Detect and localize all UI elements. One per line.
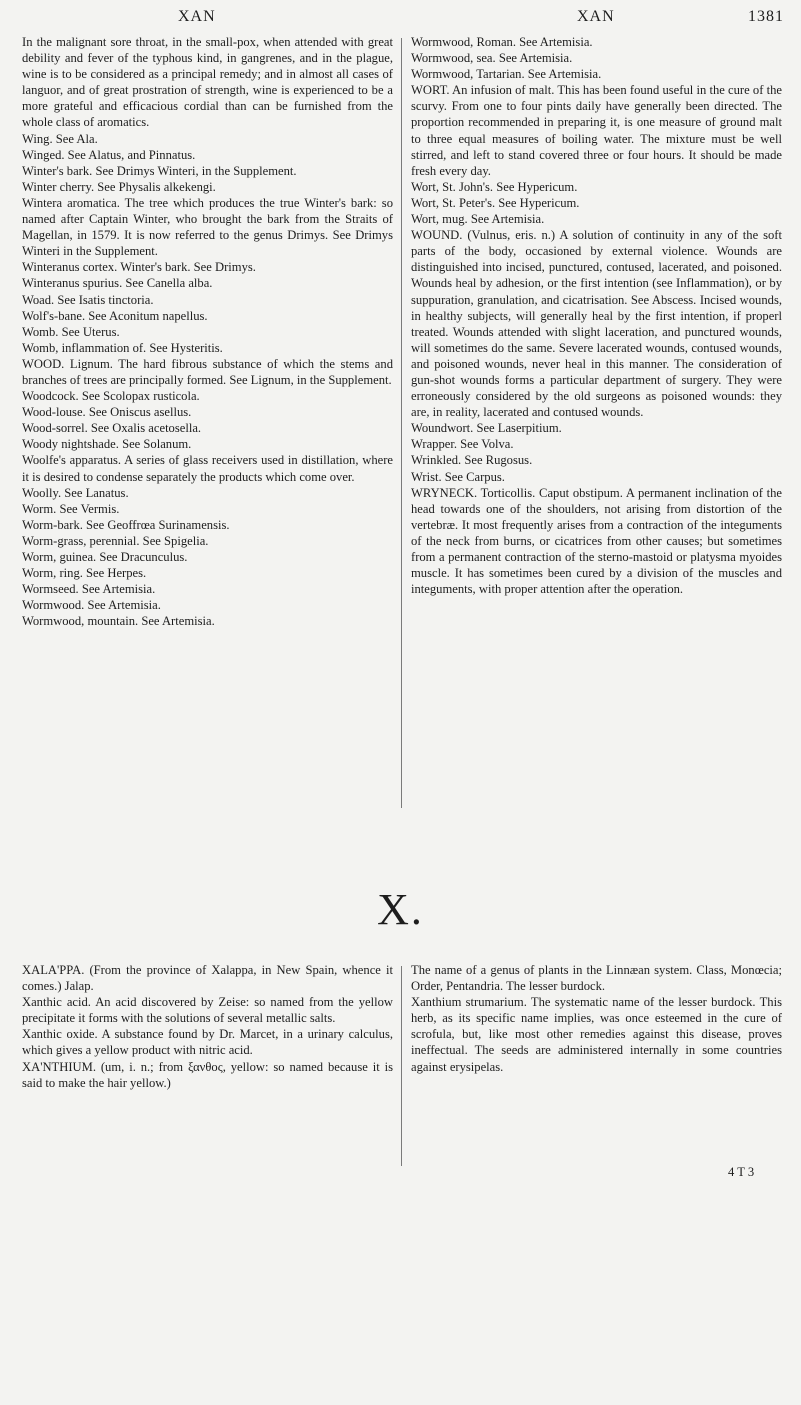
entry: Wood-sorrel. See Oxalis acetosella. bbox=[22, 421, 202, 436]
entry: XALA'PPA. (From the province of Xalappa, in New Spain, whence it comes.) Jalap. bbox=[22, 963, 393, 994]
entry: Winter's bark. See Drimys Winteri, in the Supplement. bbox=[22, 163, 297, 178]
entry: Woolly. See Lanatus. bbox=[22, 485, 129, 500]
running-head-right: XAN bbox=[577, 8, 615, 25]
entry: Wrapper. See Volva. bbox=[411, 437, 514, 452]
left-column bbox=[22, 34, 393, 629]
entry: Womb. See Uterus. bbox=[22, 324, 120, 339]
entry: WOUND. (Vulnus, eris. n.) A solution of continuity in any of the soft parts of the body, occasioned by external violence. Wounds are distinguished into incised, punctured, contused, lacerated, and poisoned. Wounds heal by adhesion, or the first intention (see Inflammation), or by suppuration, granulation, and cicatrisation. See Abscess. Incised wounds, in healthy subjects, will generally heal by the first intention, if properl treated. Wounds attended with slight laceration, and punctured wounds, will sometimes do the same. Severe lacerated wounds, contused wounds, and poisoned wounds, never heal in this manner. The consideration of gun-shot wounds forms a particular department of surgery. They were erroneously considered by the old surgeons as poisoned wounds: they are, in reality, lacerated and contused wounds. bbox=[411, 228, 782, 420]
entry: Worm, guinea. See Dracunculus. bbox=[22, 550, 188, 564]
entry: Wormwood, Roman. See Artemisia. bbox=[411, 35, 593, 49]
entry: Wintera aromatica. The tree which produces the true Winter's bark: so named after Captain Winter, who brought the bark from the Straits of Magellan, in 1579. It is now referred to the genus Drimys. See Drimys Winteri in the Supplement. bbox=[22, 195, 393, 259]
entry: Wormwood. See Artemisia. bbox=[22, 598, 161, 613]
entry: Woad. See Isatis tinctoria. bbox=[22, 292, 154, 307]
lower-left-column bbox=[22, 962, 393, 1091]
entry: Wrist. See Carpus. bbox=[411, 469, 505, 484]
entry: Xanthic oxide. A substance found by Dr. Marcet, in a urinary calculus, which gives a yellow product with nitric acid. bbox=[22, 1027, 393, 1058]
entry: Woolfe's apparatus. A series of glass receivers used in distillation, where it is desired to condense separately the products which come over. bbox=[22, 453, 393, 484]
entry: The name of a genus of plants in the Linnæan system. Class, Monœcia; Order, Pentandria. The lesser burdock. bbox=[411, 963, 782, 994]
entry: Xanthium strumarium. The systematic name of the lesser burdock. This herb, as its specific name implies, was once esteemed in the cure of scrofula, but, like most other remedies against this disease, proves ineffectual. The seeds are administered internally in some countries against erysipelas. bbox=[411, 995, 782, 1074]
entry: Woodcock. See Scolopax rusticola. bbox=[22, 389, 200, 404]
entry: Wormseed. See Artemisia. bbox=[22, 582, 156, 597]
entry: Worm. See Vermis. bbox=[22, 501, 120, 516]
entry: Wolf's-bane. See Aconitum napellus. bbox=[22, 308, 208, 323]
entry: Womb, inflammation of. See Hysteritis. bbox=[22, 340, 223, 355]
entry: In the malignant sore throat, in the small-pox, when attended with great debility and fever of the typhous kind, in gangrenes, and in the plague, wine is to be considered as a principal remedy; and in almost all cases of languor, and of great prostration of strength, wine is experienced to be a more grateful and efficacious cordial than can be furnished from the whole class of aromatics. bbox=[22, 35, 393, 130]
entry: Woody nightshade. See Solanum. bbox=[22, 437, 192, 452]
entry: WOOD. Lignum. The hard fibrous substance of which the stems and branches of trees are principally formed. See Lignum, in the Supplement. bbox=[22, 356, 393, 387]
entry: Wood-louse. See Oniscus asellus. bbox=[22, 405, 192, 420]
entry: WRYNECK. Torticollis. Caput obstipum. A permanent inclination of the head towards one of the shoulders, not arising from distortion of the vertebræ. It most frequently arises from a contraction of the integuments of the neck from burns, or cicatrices from other causes; but sometimes from a permanent contraction of the sterno-mastoid or platysma myoides muscle. It has sometimes been cured by a division of the muscles and integuments, with proper attention after the operation. bbox=[411, 485, 782, 597]
lower-column-rule bbox=[401, 966, 402, 1166]
column-rule bbox=[401, 38, 402, 808]
entry: Xanthic acid. An acid discovered by Zeise: so named from the yellow precipitate it forms with the solutions of several metallic salts. bbox=[22, 995, 393, 1026]
page-number: 1381 bbox=[748, 8, 784, 25]
entry: Worm-grass, perennial. See Spigelia. bbox=[22, 533, 209, 548]
entry: Winter cherry. See Physalis alkekengi. bbox=[22, 179, 216, 194]
signature-mark: 4 T 3 bbox=[728, 1165, 755, 1179]
entry: Winged. See Alatus, and Pinnatus. bbox=[22, 147, 196, 162]
entry: Wort, mug. See Artemisia. bbox=[411, 212, 545, 227]
entry: Woundwort. See Laserpitium. bbox=[411, 421, 562, 436]
entry: Wing. See Ala. bbox=[22, 131, 98, 146]
entry: WORT. An infusion of malt. This has been found useful in the cure of the scurvy. From one to four pints daily have generally been directed. The proportion recommended in preparing it, is one measure of ground malt to three equal measures of boiling water. The mixture must be well stirred, and left to stand covered three or four hours. It should be made fresh every day. bbox=[411, 83, 782, 178]
section-letter: X. bbox=[377, 885, 424, 934]
right-column bbox=[411, 34, 782, 597]
entry: Winteranus spurius. See Canella alba. bbox=[22, 276, 213, 291]
entry: Wormwood, mountain. See Artemisia. bbox=[22, 614, 215, 629]
entry: Wrinkled. See Rugosus. bbox=[411, 453, 533, 468]
entry: Worm, ring. See Herpes. bbox=[22, 566, 147, 581]
lower-right-column bbox=[411, 962, 782, 1075]
entry: XA'NTHIUM. (um, i. n.; from ξανθος, yellow: so named because it is said to make the hair yellow.) bbox=[22, 1059, 393, 1090]
entry: Wort, St. Peter's. See Hypericum. bbox=[411, 195, 580, 210]
entry: Wort, St. John's. See Hypericum. bbox=[411, 179, 578, 194]
entry: Wormwood, sea. See Artemisia. bbox=[411, 51, 573, 66]
entry: Wormwood, Tartarian. See Artemisia. bbox=[411, 67, 602, 82]
entry: Worm-bark. See Geoffrœa Surinamensis. bbox=[22, 517, 230, 532]
entry: Winteranus cortex. Winter's bark. See Drimys. bbox=[22, 260, 256, 275]
running-head-left: XAN bbox=[178, 8, 216, 25]
